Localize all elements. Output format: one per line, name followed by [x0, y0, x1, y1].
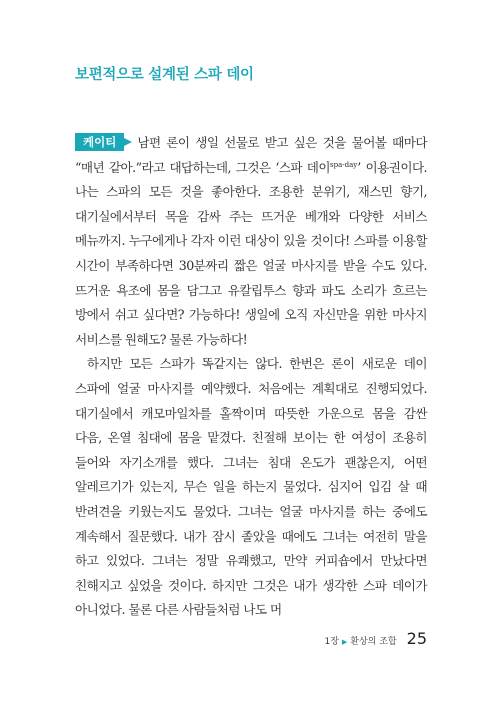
spa-day-superscript: spa-day — [330, 160, 358, 169]
paragraph-1 — [75, 131, 427, 352]
section-label: 환상의 조합 — [350, 637, 397, 647]
page-number: 25 — [406, 629, 427, 648]
body-text — [75, 131, 427, 623]
speaker-tag: 케이티 — [75, 133, 124, 151]
paragraph-1-text-b: ’ 이용권이다. 나는 스파의 모든 것을 좋아한다. 조용한 분위기, 재스민 향기, 대기실에서부터 목을 감싸 주는 뜨거운 베개와 다양한 서비스 메뉴까지. 누구에게나 각자 이런 대상이 있을 것이다! 스파를 이용할 시간이 부족하다면 30분짜리 짧은 얼굴 마사지를 받을 수도 있다. 뜨거운 욕조에 몸을 담그고 유칼립투스 향과 파도 소리가 흐르는 방에서 쉬고 싶다면? 가능하다! 생일에 오직 자신만을 위한 마사지 서비스를 원해도? 물론 가능하다! — [75, 159, 428, 347]
paragraph-1-text-a: 남편 론이 생일 선물로 받고 싶은 것을 물어볼 때마다 “매년 같아.”라고 대답하는데, 그것은 ‘스파 데이 — [75, 135, 427, 175]
chapter-label: 1장 — [324, 637, 339, 647]
section-heading: 보편적으로 설계된 스파 데이 — [75, 67, 254, 83]
triangle-arrow-icon: ▶ — [341, 638, 348, 646]
paragraph-2: 하지만 모든 스파가 똑같지는 않다. 한번은 론이 새로운 데이 스파에 얼굴 마사지를 예약했다. 처음에는 계획대로 진행되었다. 대기실에서 캐모마일차를 홀짝이며 따뜻한 가운으로 몸을 감싼 다음, 온열 침대에 몸을 맡겼다. 친절해 보이는 한 여성이 조용히 들어와 자기소개를 했다. 그녀는 침대 온도가 괜찮은지, 어떤 알레르기가 있는지, 무슨 일을 하는지 물었다. 심지어 입김 살 때 반려견을 키웠는지도 물었다. 그녀는 얼굴 마사지를 하는 중에도 계속해서 질문했다. 내가 잠시 졸았을 때에도 그녀는 여전히 말을 하고 있었다. 그녀는 정말 유쾌했고, 만약 커피숍에서 만났다면 친해지고 싶었을 것이다. 하지만 그것은 내가 생각한 스파 데이가 아니었다. 물론 다른 사람들처럼 나도 머 — [75, 356, 427, 618]
page-footer — [324, 629, 427, 648]
